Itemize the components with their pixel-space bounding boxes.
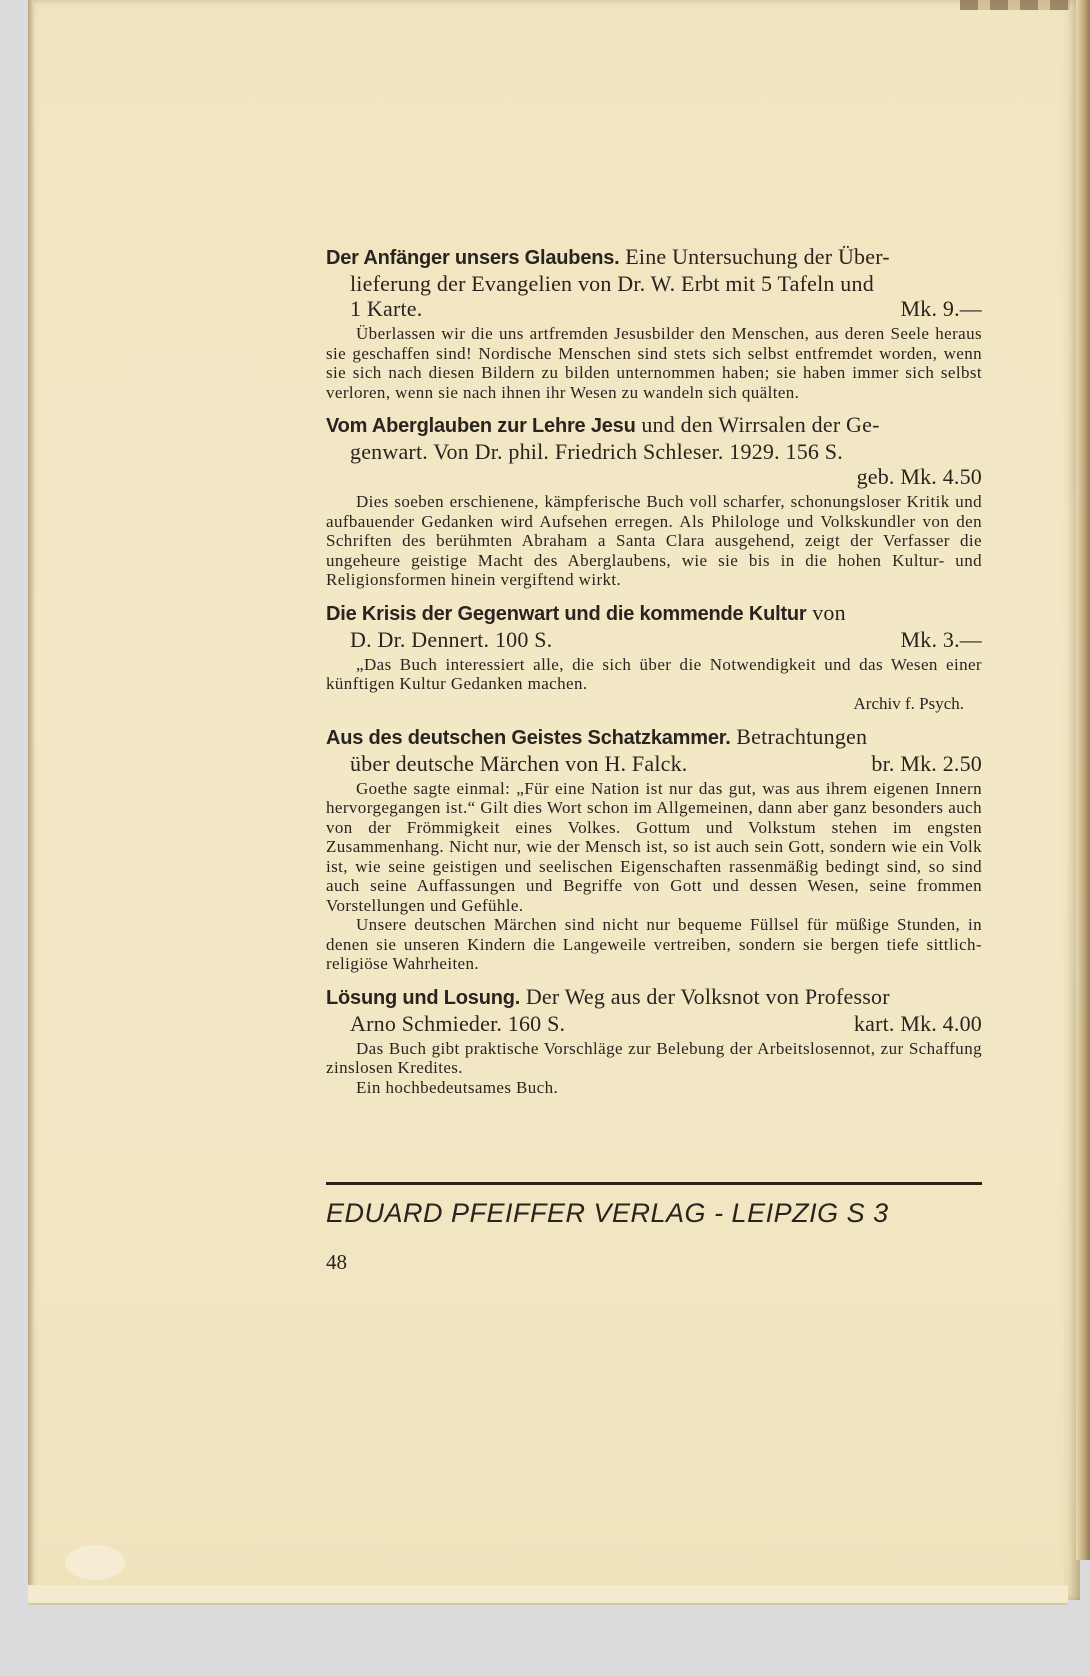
entry-description	[326, 655, 982, 694]
catalog-entry	[326, 600, 982, 714]
description-paragraph: Goethe sagte einmal: „Für eine Nation ist nur das gut, was aus ihrem eigenen Innern hervorgegangen ist.“ Gilt dies Wort schon im Allgemeinen, dann aber ganz besonders auch von der Frömmigkeit eines Volkes. Gottum und Volkstum stehen im engsten Zusammenhang. Nicht nur, wie der Mensch ist, so ist auch sein Gott, sondern wie ein Volk ist, wie seine geistigen und seelischen Eigenschaften rassenmäßig bedingt sind, so sind auch seine Auffassungen und Begriffe von Gott und dessen Wesen, seine frommen Vorstellungen und Gefühle.	[326, 778, 982, 915]
heading-text: und den Wirrsalen der Ge-	[641, 412, 880, 437]
book-title: Vom Aberglauben zur Lehre Jesu	[326, 415, 636, 437]
page-bottom-edge	[28, 1585, 1068, 1605]
heading-text: von	[812, 599, 846, 625]
heading-text: Der Weg aus der Volksnot von Professor	[525, 983, 890, 1009]
heading-line: genwart. Von Dr. phil. Friedrich Schleser. 1929. 156 S.	[350, 439, 843, 464]
entry-heading	[326, 412, 982, 489]
book-price: kart. Mk. 4.00	[853, 1010, 982, 1036]
book-title: Die Krisis der Gegenwart und die kommende Kultur	[326, 602, 807, 625]
heading-line: lieferung der Evangelien von Dr. W. Erbt mit 5 Tafeln und	[350, 271, 874, 296]
entry-heading	[326, 600, 982, 652]
book-price: br. Mk. 2.50	[871, 750, 982, 776]
entry-extent: 1 Karte.	[350, 296, 423, 321]
footer-rule	[326, 1182, 982, 1185]
book-price: geb. Mk. 4.50	[856, 464, 982, 489]
description-paragraph: Ein hochbedeutsames Buch.	[356, 1077, 559, 1097]
book-title: Aus des deutschen Geistes Schatzkammer.	[326, 726, 731, 749]
catalog-entry	[326, 244, 982, 402]
entry-heading	[326, 244, 982, 321]
description-paragraph: „Das Buch interessiert alle, die sich über die Notwendigkeit und das Wesen einer künftigen Kultur Gedanken machen.	[326, 654, 982, 693]
book-price: Mk. 9.—	[900, 296, 982, 321]
entry-extent: über deutsche Märchen von H. Falck.	[350, 750, 688, 776]
description-paragraph: Unsere deutschen Märchen sind nicht nur bequeme Füllsel für müßige Stunden, in denen sie unseren Kindern die Langeweile vertreiben, sondern sie bergen tiefe sittlich-religiöse Wahrheiten.	[326, 915, 982, 973]
entry-extent: D. Dr. Dennert. 100 S.	[350, 626, 553, 652]
description-paragraph: Überlassen wir die uns artfremden Jesusbilder den Menschen, aus deren Seele heraus sie geschaffen sind! Nordische Menschen sind stets sich selbst entfremdet worden, wenn sie sich nach diesen Bildern zu bilden unternommen haben; sie haben immer sich selbst verloren, wenn sie nach ihnen ihr Wesen zu wandeln sich quälten.	[326, 324, 982, 402]
quote-source: Archiv f. Psych.	[853, 693, 964, 713]
paper-stain	[65, 1545, 125, 1580]
book-title: Der Anfänger unsers Glaubens.	[326, 247, 620, 269]
entry-description	[326, 1039, 982, 1098]
catalog-entry	[326, 724, 982, 974]
page-edge-right	[1076, 0, 1090, 1560]
description-paragraph: Dies soeben erschienene, kämpferische Buch voll scharfer, schonungsloser Kritik und aufbauender Gedanken wird Aufsehen erregen. Als Philologe und Volkskundler von den Schriften des berühmten Abraham a Santa Clara ausgehend, zeigt der Verfasser die ungeheure geistige Macht des Aberglaubens, wie sie bis in die hohen Kultur- und Religionsformen hinein vergiftend wirkt.	[326, 492, 982, 589]
page-number: 48	[326, 1250, 347, 1274]
book-title: Lösung und Losung.	[326, 986, 521, 1009]
catalog-entry	[326, 412, 982, 590]
heading-text: Eine Untersuchung der Über-	[625, 244, 890, 269]
book-catalog	[326, 244, 982, 1107]
entry-description	[326, 324, 982, 402]
book-price: Mk. 3.—	[900, 626, 982, 652]
heading-text: Betrachtungen	[736, 723, 868, 749]
entry-heading	[326, 984, 982, 1036]
torn-top-edge	[960, 0, 1070, 10]
page-edge-left	[28, 0, 34, 1600]
catalog-entry	[326, 984, 982, 1098]
entry-description	[326, 779, 982, 974]
entry-description	[326, 492, 982, 590]
entry-extent: Arno Schmieder. 160 S.	[350, 1010, 566, 1036]
publisher-imprint: EDUARD PFEIFFER VERLAG - LEIPZIG S 3	[326, 1198, 889, 1228]
entry-heading	[326, 724, 982, 776]
description-paragraph: Das Buch gibt praktische Vorschläge zur Belebung der Arbeitslosennot, zur Schaffung zinslosen Kredites.	[326, 1038, 982, 1077]
